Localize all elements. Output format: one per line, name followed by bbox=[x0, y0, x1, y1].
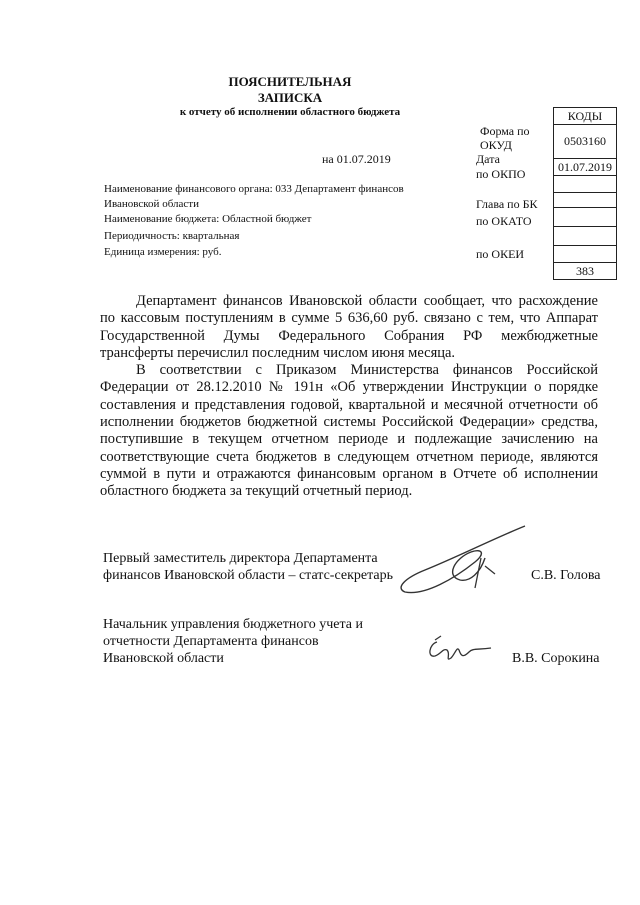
sig2-name: В.В. Сорокина bbox=[512, 651, 600, 666]
date-label: Дата bbox=[476, 152, 500, 166]
sig1-title-line1: Первый заместитель директора Департамента bbox=[103, 551, 378, 566]
budget-name: Наименование бюджета: Областной бюджет bbox=[104, 213, 312, 225]
unit-of-measure: Единица измерения: руб. bbox=[104, 246, 222, 258]
signature-sorokina bbox=[425, 632, 495, 668]
okato-label: по ОКАТО bbox=[476, 214, 532, 228]
okato-value bbox=[554, 227, 616, 246]
date-value: 01.07.2019 bbox=[554, 159, 616, 176]
sig2-title-line2: отчетности Департамента финансов bbox=[103, 634, 319, 649]
fin-organ-line1: Наименование финансового органа: 033 Департамент финансов bbox=[104, 183, 404, 195]
codes-table bbox=[553, 107, 617, 280]
sig2-title-line1: Начальник управления бюджетного учета и bbox=[103, 617, 364, 632]
doc-title-line1: ПОЯСНИТЕЛЬНАЯ bbox=[228, 74, 352, 89]
sig1-title-line2: финансов Ивановской области – статс-секретарь bbox=[103, 568, 393, 583]
okei-value: 383 bbox=[576, 264, 594, 278]
signature-golova bbox=[385, 518, 535, 598]
sig2-title-line3: Ивановской области bbox=[103, 651, 224, 666]
codes-header: КОДЫ bbox=[554, 108, 616, 125]
glava-value bbox=[554, 208, 616, 227]
okpo-value bbox=[554, 176, 616, 193]
forma-label: Форма по ОКУД bbox=[480, 124, 530, 152]
glava-label: Глава по БК bbox=[476, 197, 538, 211]
okud-value: 0503160 bbox=[554, 125, 616, 159]
report-date: на 01.07.2019 bbox=[322, 152, 391, 166]
sig1-name: С.В. Голова bbox=[531, 568, 601, 583]
body-paragraph-1: Департамент финансов Ивановской области сообщает, что расхождение по кассовым поступлениям в сумме 5 636,60 руб. связано с тем, что Аппарат Государственной Думы Федерального Собрания РФ межбюджетные трансферты перечислил последним числом июня месяца. bbox=[100, 293, 598, 361]
spacer-cell bbox=[554, 193, 616, 208]
periodicity: Периодичность: квартальная bbox=[104, 230, 240, 242]
doc-title-line2: ЗАПИСКА bbox=[257, 90, 323, 105]
okei-label: по ОКЕИ bbox=[476, 247, 525, 261]
doc-subtitle: к отчету об исполнении областного бюджета bbox=[179, 106, 401, 118]
body-text bbox=[100, 293, 598, 501]
empty-cell bbox=[554, 246, 616, 263]
okpo-label: по ОКПО bbox=[476, 167, 526, 181]
fin-organ-line2: Ивановской области bbox=[104, 198, 199, 210]
body-paragraph-2: В соответствии с Приказом Министерства финансов Российской Федерации от 28.12.2010 № 191н «Об утверждении Инструкции о порядке составления и представления годовой, квартальной и месячной отчетности об исполнении бюджетов бюджетной системы Российской Федерации» средства, поступившие в текущем отчетном периоде и подлежащие зачислению на соответствующие счета бюджетов в следующем отчетном периоде, являются суммой в пути и отражаются финансовым органом в Отчете об исполнении областного бюджета за текущий отчетный период. bbox=[100, 362, 598, 500]
